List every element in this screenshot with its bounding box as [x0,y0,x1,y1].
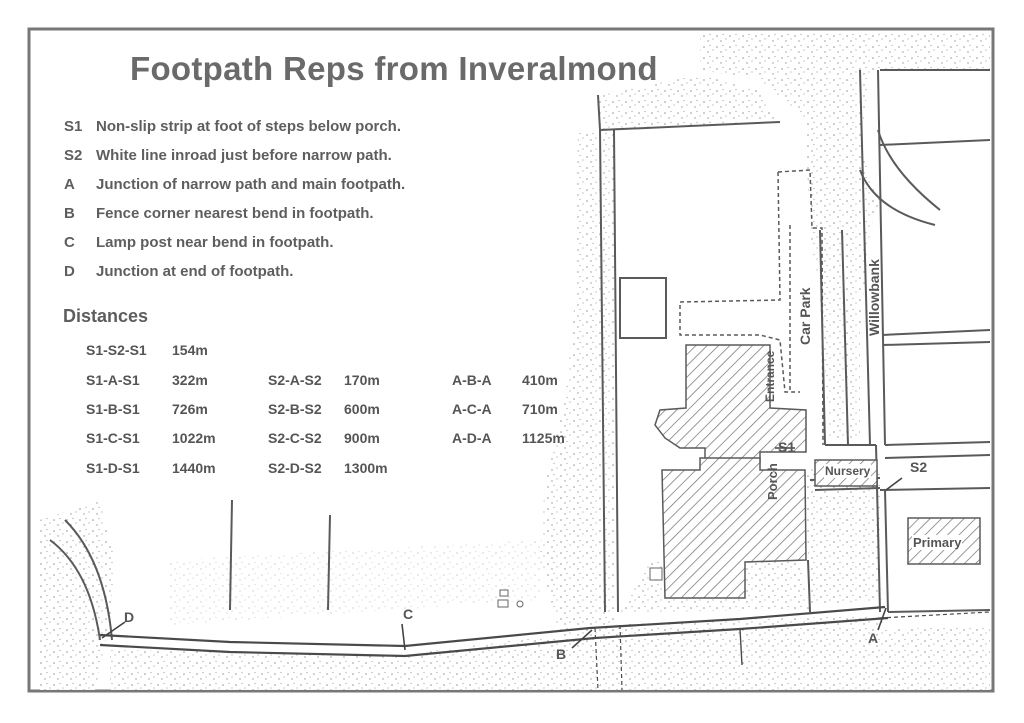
distance-route: S2-C-S2 [268,430,322,446]
map-title: Footpath Reps from Inveralmond [130,50,658,87]
point-s2-label: S2 [910,459,928,475]
point-c-label: C [403,606,414,622]
legend-text: Junction of narrow path and main footpath. [96,176,406,193]
legend-key: A [64,176,75,193]
legend-text: Lamp post near bend in footpath. [96,234,334,251]
legend-key: S2 [64,147,83,164]
point-d-label: D [124,609,135,625]
primary-school-label: Primary [913,535,962,550]
legend-text: Fence corner nearest bend in footpath. [96,205,374,222]
point-b-label: B [556,646,567,662]
distance-value: 710m [522,401,558,417]
distance-value: 410m [522,372,558,388]
distance-route: S2-A-S2 [268,372,322,388]
point-s1-label: S1 [778,439,796,455]
distance-value: 900m [344,430,380,446]
entrance-label: Entrance [763,350,777,402]
distance-value: 322m [172,372,208,388]
distance-value: 726m [172,401,208,417]
distance-route: S2-D-S2 [268,460,322,476]
distance-value: 154m [172,342,208,358]
willowbank-road-label: Willowbank [866,259,882,336]
distance-route: A-C-A [452,401,492,417]
point-a-label: A [868,630,879,646]
distance-route: S1-S2-S1 [86,342,147,358]
legend-text: White line inroad just before narrow path. [96,147,392,164]
legend-key: B [64,205,75,222]
distance-value: 1125m [522,430,565,446]
distances-heading: Distances [63,306,149,326]
legend-key: S1 [64,118,83,135]
distance-route: S1-C-S1 [86,430,140,446]
distance-value: 1022m [172,430,216,446]
distance-route: A-B-A [452,372,492,388]
car-park-label: Car Park [797,287,813,345]
nursery-label: Nursery [825,464,871,478]
legend-text: Junction at end of footpath. [96,263,294,280]
distance-route: S2-B-S2 [268,401,322,417]
distance-route: A-D-A [452,430,492,446]
distance-route: S1-A-S1 [86,372,140,388]
distance-route: S1-D-S1 [86,460,140,476]
legend-key: D [64,263,75,280]
distance-value: 1300m [344,460,388,476]
distance-value: 170m [344,372,380,388]
legend-key: C [64,234,75,251]
distance-route: S1-B-S1 [86,401,140,417]
distance-value: 1440m [172,460,216,476]
outbuilding [620,278,666,338]
porch-label: Porch [765,463,780,500]
legend-text: Non-slip strip at foot of steps below porch. [96,118,402,135]
distance-value: 600m [344,401,380,417]
